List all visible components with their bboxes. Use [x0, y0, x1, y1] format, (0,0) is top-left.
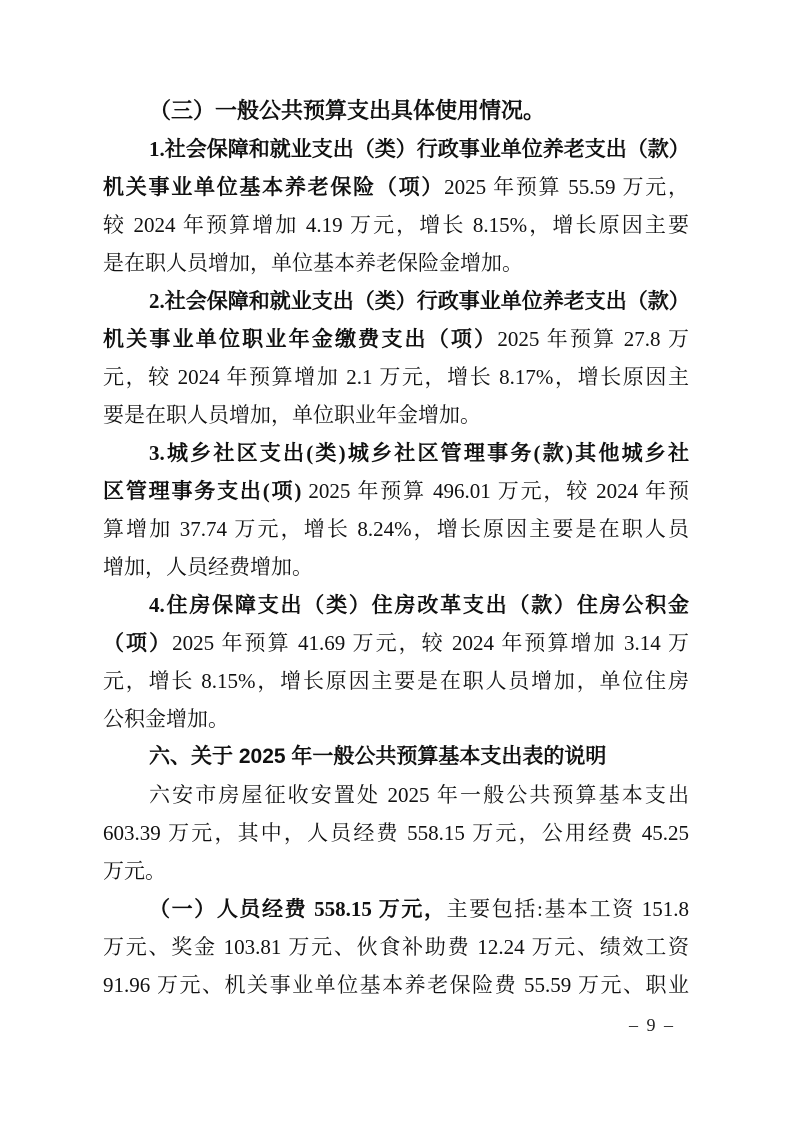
budget-item-2-title-cont: 机关事业单位职业年金缴费支出（项）: [103, 327, 498, 351]
section-6-heading: 六、关于 2025 年一般公共预算基本支出表的说明: [149, 745, 607, 768]
budget-item-1-line-1: [103, 130, 689, 168]
budget-item-1-line-4: 是在职人员增加，单位基本养老保险金增加。: [103, 251, 523, 275]
budget-item-1-line-2: [103, 168, 689, 206]
budget-item-3-line-2: [103, 472, 689, 510]
budget-item-4-line-2: [103, 624, 689, 662]
budget-item-2-line-2: [103, 320, 689, 358]
budget-item-3-body: 2025 年预算 496.01 万元，较 2024 年预: [301, 479, 689, 503]
budget-item-4-body: 2025 年预算 41.69 万元，较 2024 年预算增加 3.14 万: [172, 631, 690, 655]
budget-item-1-line-3: 较 2024 年预算增加 4.19 万元，增长 8.15%，增长原因主要: [103, 213, 689, 237]
document-body: [103, 92, 689, 1004]
budget-item-1-body: 2025 年预算 55.59 万元，: [444, 175, 690, 199]
budget-item-2-line-3: 元，较 2024 年预算增加 2.1 万元，增长 8.17%，增长原因主: [103, 365, 689, 389]
section-3-heading: （三）一般公共预算支出具体使用情况。: [149, 98, 546, 123]
basic-expenditure-line-2: 603.39 万元，其中，人员经费 558.15 万元，公用经费 45.25: [103, 821, 689, 845]
budget-item-2-line-4: 要是在职人员增加，单位职业年金增加。: [103, 403, 481, 427]
budget-item-2-body: 2025 年预算 27.8 万: [497, 327, 690, 351]
budget-item-4-line-4: 公积金增加。: [103, 707, 229, 731]
budget-item-3-title-cont: 区管理事务支出(项): [103, 479, 302, 503]
page-number: – 9 –: [629, 1015, 675, 1035]
basic-expenditure-line-3: 万元。: [103, 859, 166, 883]
budget-item-4-line-1: [103, 586, 689, 624]
personnel-expenditure-line-3: 91.96 万元、机关事业单位基本养老保险费 55.59 万元、职业: [103, 973, 689, 997]
personnel-expenditure-body: 主要包括:基本工资 151.8: [446, 897, 689, 921]
budget-item-3-title: 3.城乡社区支出(类)城乡社区管理事务(款)其他城乡社: [149, 441, 689, 465]
budget-item-4-line-3: 元，增长 8.15%，增长原因主要是在职人员增加，单位住房: [103, 669, 689, 693]
personnel-expenditure-title: （一）人员经费 558.15 万元，: [149, 897, 447, 921]
personnel-expenditure-line-2: 万元、奖金 103.81 万元、伙食补助费 12.24 万元、绩效工资: [103, 935, 689, 959]
budget-item-1-title-cont: 机关事业单位基本养老保险（项）: [103, 175, 445, 199]
budget-item-4-title-cont: （项）: [103, 631, 173, 655]
basic-expenditure-line-1: 六安市房屋征收安置处 2025 年一般公共预算基本支出: [149, 783, 689, 807]
personnel-expenditure-line-1: [103, 890, 689, 928]
budget-item-1-title: 1.社会保障和就业支出（类）行政事业单位养老支出（款）: [149, 137, 690, 161]
budget-item-4-title: 4.住房保障支出（类）住房改革支出（款）住房公积金: [149, 593, 689, 617]
budget-item-3-line-1: [103, 434, 689, 472]
budget-item-2-title: 2.社会保障和就业支出（类）行政事业单位养老支出（款）: [149, 289, 690, 313]
budget-item-3-line-3: 算增加 37.74 万元，增长 8.24%，增长原因主要是在职人员: [103, 517, 689, 541]
budget-item-2-line-1: [103, 282, 689, 320]
budget-item-3-line-4: 增加，人员经费增加。: [103, 555, 313, 579]
